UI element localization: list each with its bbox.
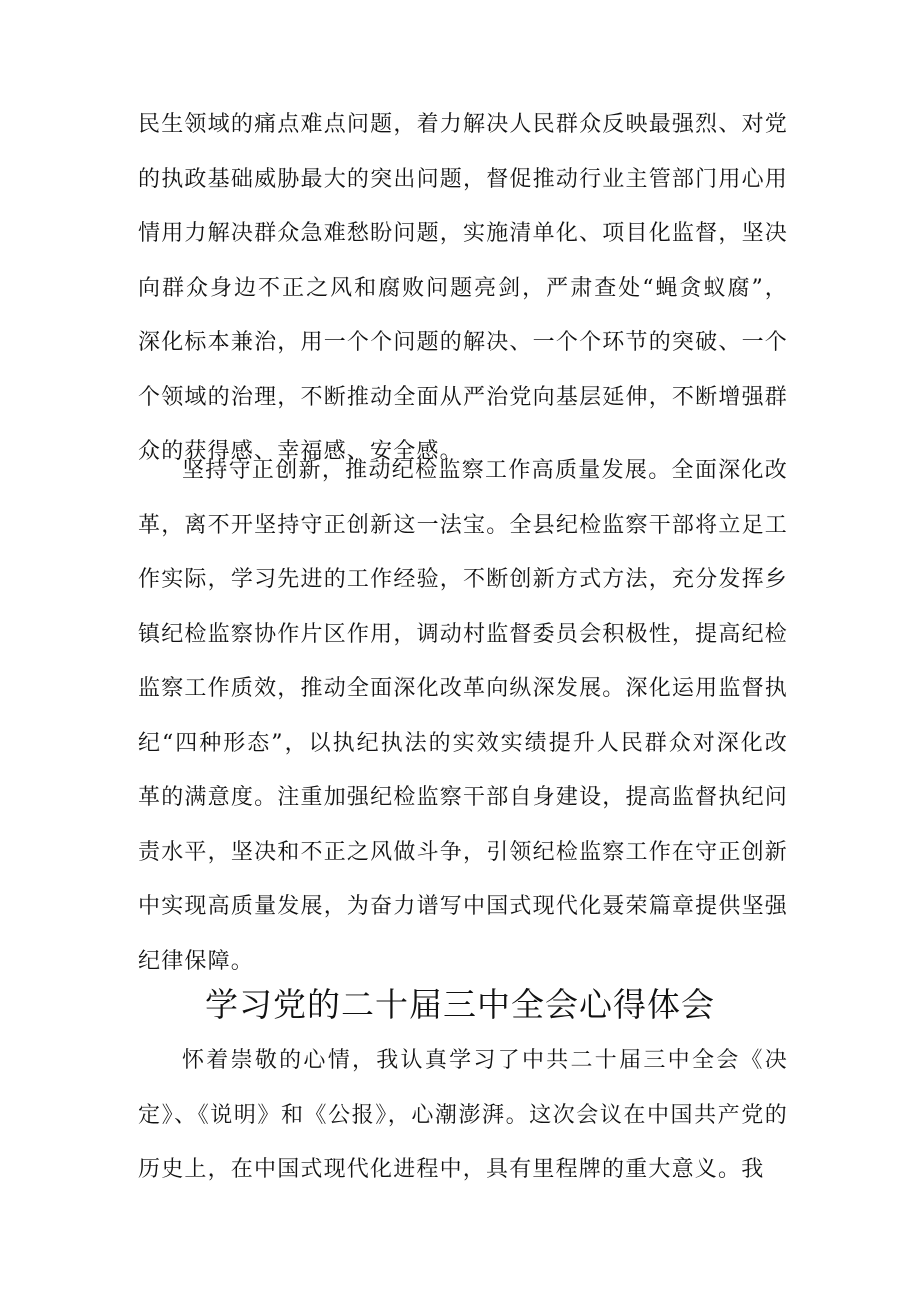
body-paragraph-2: 坚持守正创新，推动纪检监察工作高质量发展。全面深化改革，离不开坚持守正创新这一法宝。全县纪检监察干部将立足工作实际，学习先进的工作经验，不断创新方式方法，充分发挥乡镇纪检监察协作片区作用，调动村监督委员会积极性，提高纪检监察工作质效，推动全面深化改革向纵深发展。深化运用监督执纪“四种形态”，以执纪执法的实效实绩提升人民群众对深化改革的满意度。注重加强纪检监察干部自身建设，提高监督执纪问责水平，坚决和不正之风做斗争，引领纪检监察工作在守正创新中实现高质量发展，为奋力谱写中国式现代化聂荣篇章提供坚强纪律保障。 (138, 458, 788, 974)
section-title: 学习党的二十届三中全会心得体会 (205, 985, 715, 1024)
body-paragraph-3: 怀着崇敬的心情，我认真学习了中共二十届三中全会《决定》、《说明》和《公报》，心潮澎湃。这次会议在中国共产党的历史上，在中国式现代化进程中，具有里程牌的重大意义。我 (138, 1048, 788, 1182)
body-paragraph-1: 民生领域的痛点难点问题，着力解决人民群众反映最强烈、对党的执政基础威胁最大的突出问题，督促推动行业主管部门用心用情用力解决群众急难愁盼问题，实施清单化、项目化监督，坚决向群众身边不正之风和腐败问题亮剑，严肃查处“蝇贪蚁腐”，深化标本兼治，用一个个问题的解决、一个个环节的突破、一个个领域的治理，不断推动全面从严治党向基层延伸，不断增强群众的获得感、幸福感、安全感。 (138, 112, 788, 464)
